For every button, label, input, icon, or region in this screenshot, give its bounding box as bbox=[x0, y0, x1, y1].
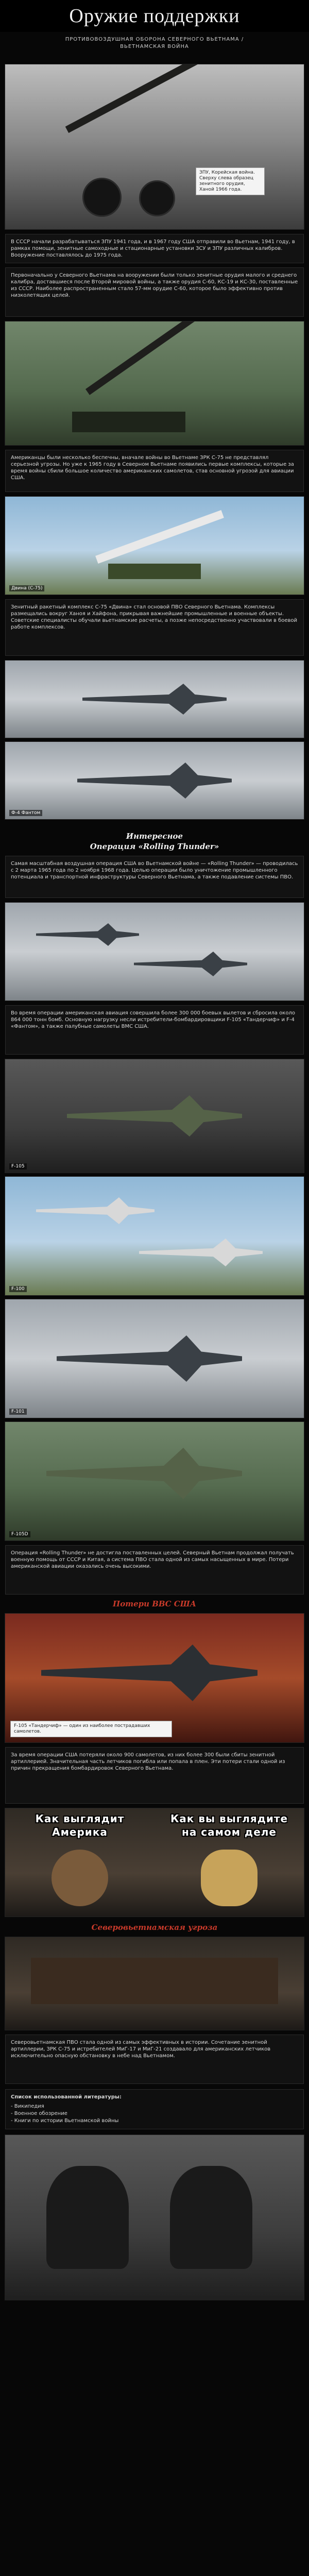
interesting-heading: Интересное bbox=[126, 832, 183, 841]
intro-photo bbox=[5, 64, 304, 230]
sources-heading: Список использованной литературы: bbox=[11, 2094, 122, 2100]
launcher-shape bbox=[108, 564, 201, 579]
aa-guns-text: Первоначально у Северного Вьетнама на вооружении были только зенитные орудия малого и среднего калибра, доставшиеся после Второй мировой войны, а также орудия С-60, КС-19 и КС-30, поставленные из СССР. Наиболее распространенным стало 57-мм орудие С-60, которое было эффективно против низколетящих целей. bbox=[5, 267, 304, 317]
scene-shape bbox=[31, 1958, 278, 2004]
missile-shape bbox=[95, 510, 224, 564]
losses-heading: Потери ВВС США bbox=[113, 1599, 196, 1608]
meme-photo bbox=[5, 1808, 304, 1917]
intro-text: В СССР начали разрабатываться ЗПУ 1941 года, и в 1967 году США отправили во Вьетнам, 1941 году, в рамках помощи, зенитные самоходные и стационарные установки ЗСУ и ЗПУ различных калибров. Вооружение поставлялось до 1975 года. bbox=[5, 234, 304, 263]
soldier-shape bbox=[170, 2166, 252, 2269]
meme-line-2: Америка bbox=[52, 1826, 108, 1838]
flight-photo bbox=[5, 902, 304, 1001]
meme-line-3: Как вы выглядите bbox=[170, 1812, 288, 1825]
threat-heading-wrap bbox=[0, 1922, 309, 1933]
phantom-photo-1 bbox=[5, 660, 304, 738]
meme-line-1: Как выглядит bbox=[35, 1812, 125, 1825]
page-title: Оружие поддержки bbox=[0, 0, 309, 32]
eagle-shape bbox=[52, 1850, 108, 1906]
sources-item: - Википедия bbox=[11, 2104, 44, 2109]
aa-guns-photo bbox=[5, 321, 304, 446]
sam-detail-text: Зенитный ракетный комплекс С-75 «Двина» стал основой ПВО Северного Вьетнама. Комплексы размещались вокруг Ханоя и Хайфона, прикрывая важнейшие промышленные и военные объекты. Советские специалисты обучали вьетнамские расчеты, а позже непосредственно участвовали в боевой работе комплексов. bbox=[5, 599, 304, 656]
page-subtitle: ПРОТИВОВОЗДУШНАЯ ОБОРОНА СЕВЕРНОГО ВЬЕТНАМА / ВЬЕТНАМСКАЯ ВОЙНА bbox=[65, 37, 244, 49]
gun-barrel-shape bbox=[85, 321, 199, 395]
soldier-shape bbox=[46, 2166, 129, 2269]
meme-left bbox=[5, 1808, 154, 1917]
fighter-jet-shape bbox=[82, 684, 227, 715]
fighter-jet-shape bbox=[36, 1197, 154, 1224]
sam-intro-text: Американцы были несколько беспечны, вначале войны во Вьетнаме ЗРК С-75 не представлял серьезной угрозы. Но уже к 1965 году в Северном Вьетнаме появились первые комплексы, которые за время войны сбили большое количество американских самолетов, став основной угрозой для авиации США. bbox=[5, 450, 304, 492]
footer-photo bbox=[5, 2134, 304, 2300]
fighter-jet-shape bbox=[57, 1335, 242, 1382]
phantom-photo-2 bbox=[5, 741, 304, 820]
gun-wheel-shape bbox=[82, 178, 122, 217]
fighter-jet-shape bbox=[36, 923, 139, 946]
gun-wheel-shape bbox=[139, 180, 175, 216]
losses-heading-wrap bbox=[0, 1599, 309, 1609]
losses-text: За время операции США потеряли около 900 самолетов, из них более 300 были сбиты зенитной артиллерией. Значительная часть летчиков погибла или попала в плен. Эти потери стали одной из причин прекращения бомбардировок Северного Вьетнама. bbox=[5, 1747, 304, 1804]
gun-mount-shape bbox=[72, 412, 185, 432]
losses-photo bbox=[5, 1613, 304, 1743]
results-text: Операция «Rolling Thunder» не достигла поставленных целей. Северный Вьетнам продолжал получать военную помощь от СССР и Китая, а система ПВО стала одной из самых насыщенных в мире. Потери американской авиации оказались очень высокими. bbox=[5, 1545, 304, 1595]
sam-photo bbox=[5, 496, 304, 595]
sam-photo-label: Двина (С-75) bbox=[9, 585, 44, 591]
rolling-thunder-text: Самая масштабная воздушная операция США во Вьетнамской войне — «Rolling Thunder» — проводилась с 2 марта 1965 года по 2 ноября 1968 года. Целью операции было уничтожение промышленного потенциала и транспортной инфраструктуры Северного Вьетнама, а также подавление системы ПВО. bbox=[5, 856, 304, 898]
f100-label: F-100 bbox=[9, 1286, 27, 1292]
fighter-jet-shape bbox=[67, 1095, 242, 1137]
fighter-jet-shape bbox=[46, 1448, 242, 1499]
bird-shape bbox=[201, 1850, 258, 1906]
threat-heading: Северовьетнамская угроза bbox=[91, 1923, 218, 1932]
intro-photo-caption: ЗПУ, Корейская война. Сверху слева образец зенитного орудия, Ханой 1966 года. bbox=[196, 167, 265, 195]
f105-label: F-105 bbox=[9, 1163, 27, 1170]
fighter-jet-shape bbox=[139, 1239, 263, 1266]
f101-label: F-101 bbox=[9, 1409, 27, 1415]
meme-right bbox=[154, 1808, 304, 1917]
threat-photo bbox=[5, 1937, 304, 2030]
f105d-label: F-105D bbox=[9, 1531, 30, 1537]
meme-line-4: на самом деле bbox=[182, 1826, 277, 1838]
threat-text: Северовьетнамская ПВО стала одной из самых эффективных в истории. Сочетание зенитной артиллерии, ЗРК С-75 и истребителей МиГ-17 и МиГ-21 создавало для американских летчиков исключительно опасную обстановку в небе над Вьетнамом. bbox=[5, 2035, 304, 2084]
f101-photo bbox=[5, 1299, 304, 1418]
sources-item: - Книги по истории Вьетнамской войны bbox=[11, 2118, 119, 2124]
fighter-jet-shape bbox=[41, 1645, 258, 1701]
fighter-jet-shape bbox=[77, 762, 232, 799]
losses-photo-caption: F-105 «Тандерчиф» — один из наиболее пострадавших самолетов. bbox=[10, 1721, 172, 1737]
interesting-section bbox=[0, 831, 309, 852]
f100-photo bbox=[5, 1176, 304, 1296]
sources-box bbox=[5, 2089, 304, 2129]
fighter-jet-shape bbox=[134, 952, 247, 976]
aircraft-text: Во время операции американская авиация совершила более 300 000 боевых вылетов и сбросила около 864 000 тонн бомб. Основную нагрузку несли истребители-бомбардировщики F-105 «Тандерчиф» и F-4 «Фантом», а также палубные самолеты ВМС США. bbox=[5, 1005, 304, 1055]
sources-item: - Военное обозрение bbox=[11, 2111, 67, 2116]
phantom-photo-label: Ф-4 Фантом bbox=[9, 810, 42, 816]
f105d-photo bbox=[5, 1421, 304, 1541]
rolling-thunder-heading: Операция «Rolling Thunder» bbox=[90, 842, 219, 851]
f105-photo bbox=[5, 1059, 304, 1173]
gun-barrel-shape bbox=[65, 64, 214, 133]
